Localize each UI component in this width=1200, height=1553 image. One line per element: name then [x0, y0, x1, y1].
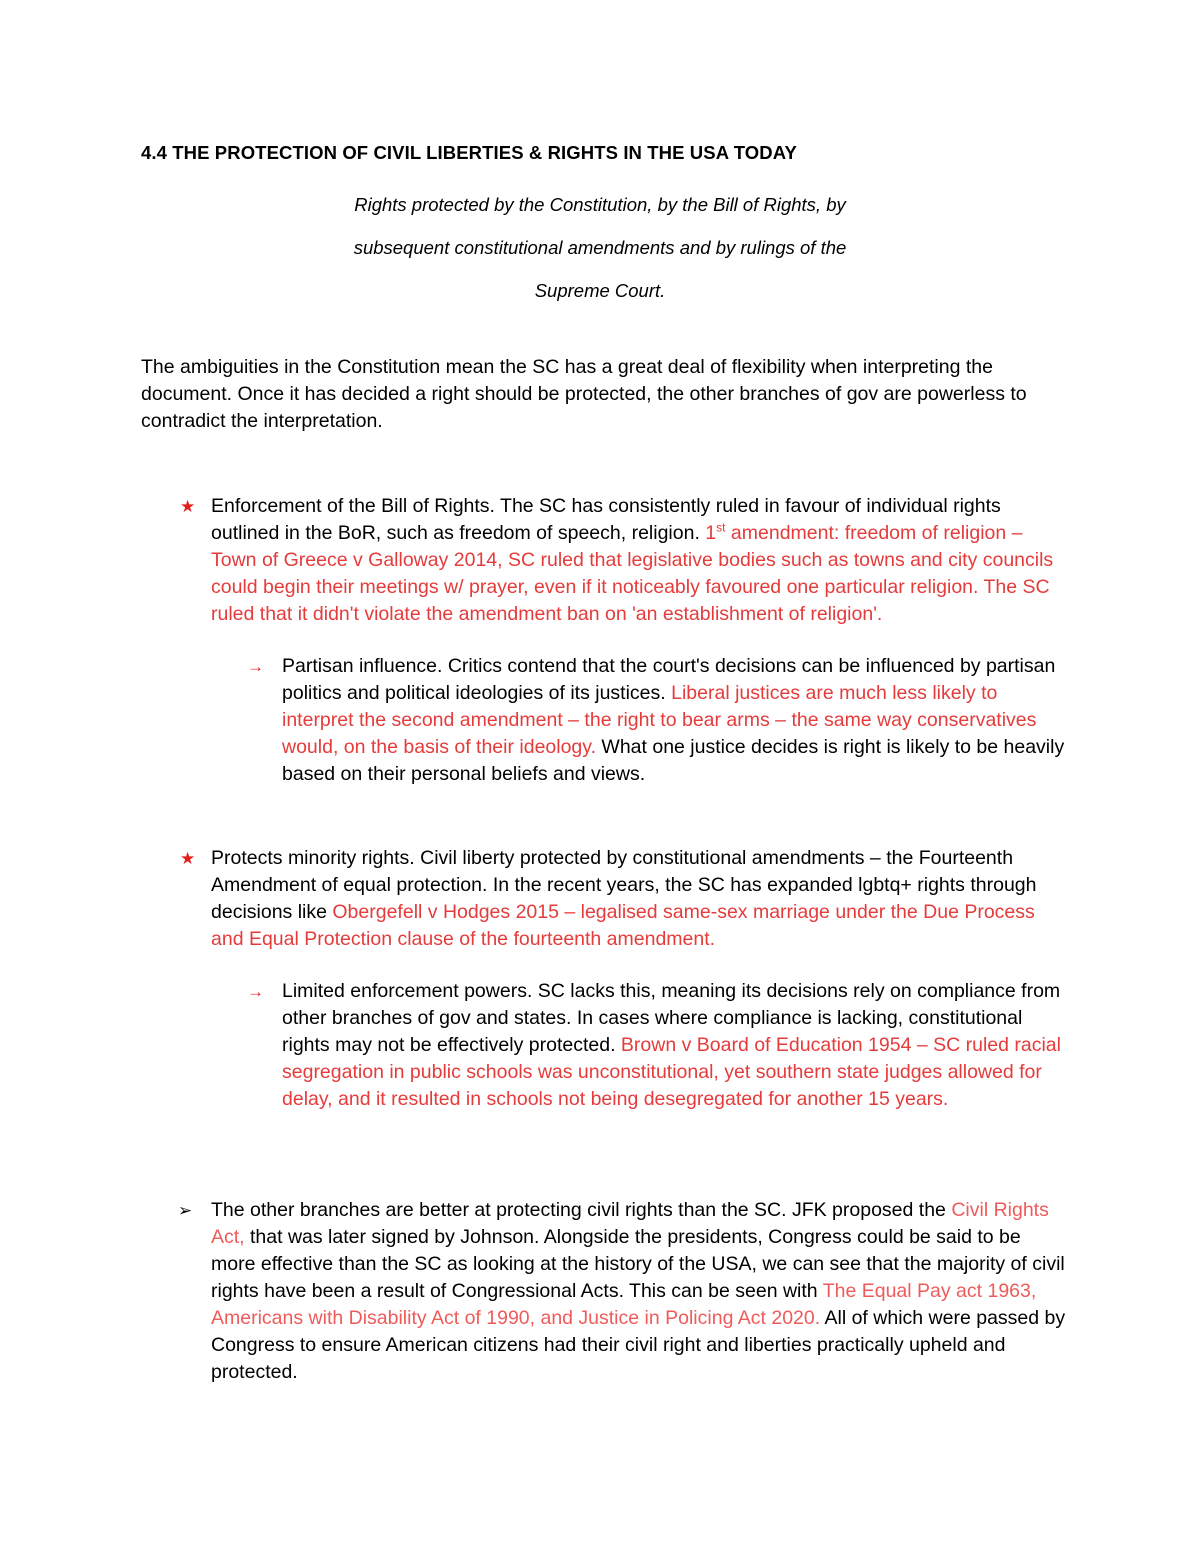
- chevron-bullet-icon: ➢: [178, 1201, 193, 1220]
- intro-paragraph: The ambiguities in the Constitution mean the SC has a great deal of flexibility when interpreting the document. Once it has decided a right should be protected, the other branches of gov are powerless to contradict the interpretation.: [141, 356, 1027, 432]
- bullet-text: All of which were passed by Congress to ensure American citizens had their civil right and liberties practically upheld and protected.: [211, 1307, 1066, 1383]
- arrow-bullet-icon: →: [247, 657, 264, 676]
- subtitle-line: Rights protected by the Constitution, by the Bill of Rights, by: [354, 194, 846, 215]
- page-title: 4.4 THE PROTECTION OF CIVIL LIBERTIES & RIGHTS IN THE USA TODAY: [141, 142, 797, 163]
- citation-text: amendment: freedom of religion – Town of Greece v Galloway 2014, SC ruled that legislative bodies such as towns and city councils could begin their meetings w/ prayer, even if it noticeably favoured one particular religion. The SC ruled that it didn't violate the amendment ban on 'an establishment of religion'.: [211, 522, 1054, 625]
- ordinal-suffix: st: [716, 520, 726, 535]
- case-citation: Obergefell v Hodges 2015 – legalised same-sex marriage under the Due Process and Equal Protection clause of the fourteenth amendment.: [211, 901, 1035, 950]
- sub-bullet-enforcement-powers: [282, 978, 1067, 1113]
- subtitle-line: subsequent constitutional amendments and by rulings of the: [353, 237, 847, 258]
- star-bullet-icon: ★: [180, 497, 196, 516]
- bullet-enforcement: [211, 493, 1066, 628]
- case-citation: Liberal justices are much less likely to interpret the second amendment – the right to bear arms – the same way conservatives would, on the basis of their ideology.: [282, 682, 1037, 758]
- bullet-minority-rights: [211, 845, 1066, 953]
- subtitle-line: Supreme Court.: [534, 280, 666, 301]
- citation-text: 1: [705, 522, 717, 544]
- arrow-bullet-icon: →: [247, 982, 264, 1001]
- bullet-text: What one justice decides is right is likely to be heavily based on their personal beliefs and views.: [282, 736, 1065, 785]
- bullet-other-branches: [211, 1197, 1066, 1386]
- star-bullet-icon: ★: [180, 849, 196, 868]
- bullet-text: Limited enforcement powers. SC lacks this, meaning its decisions rely on compliance from other branches of gov and states. In cases where compliance is lacking, constitutional rights may not be effectively protected.: [282, 980, 1061, 1056]
- case-citation: Brown v Board of Education 1954 – SC ruled racial segregation in public schools was unconstitutional, yet southern state judges allowed for delay, and it resulted in schools not being desegregated for another 15 years.: [282, 1034, 1061, 1110]
- act-citation: Civil Rights Act,: [211, 1199, 1049, 1248]
- bullet-text: Protects minority rights. Civil liberty protected by constitutional amendments – the Fourteenth Amendment of equal protection. In the recent years, the SC has expanded lgbtq+ rights through decisions like: [211, 847, 1037, 923]
- bullet-text: Partisan influence. Critics contend that the court's decisions can be influenced by partisan politics and political ideologies of its justices.: [282, 655, 1056, 704]
- subtitle: [300, 183, 900, 312]
- bullet-text: Enforcement of the Bill of Rights. The SC has consistently ruled in favour of individual rights outlined in the BoR, such as freedom of speech, religion.: [211, 495, 1001, 544]
- act-citation: The Equal Pay act 1963, Americans with Disability Act of 1990, and Justice in Policing Act 2020.: [211, 1280, 1037, 1329]
- bullet-text: The other branches are better at protecting civil rights than the SC. JFK proposed the: [211, 1199, 952, 1221]
- sub-bullet-partisan: [282, 653, 1067, 788]
- bullet-text: that was later signed by Johnson. Alongside the presidents, Congress could be said to be more effective than the SC as looking at the history of the USA, we can see that the majority of civil rights have been a result of Congressional Acts. This can be seen with: [211, 1226, 1065, 1302]
